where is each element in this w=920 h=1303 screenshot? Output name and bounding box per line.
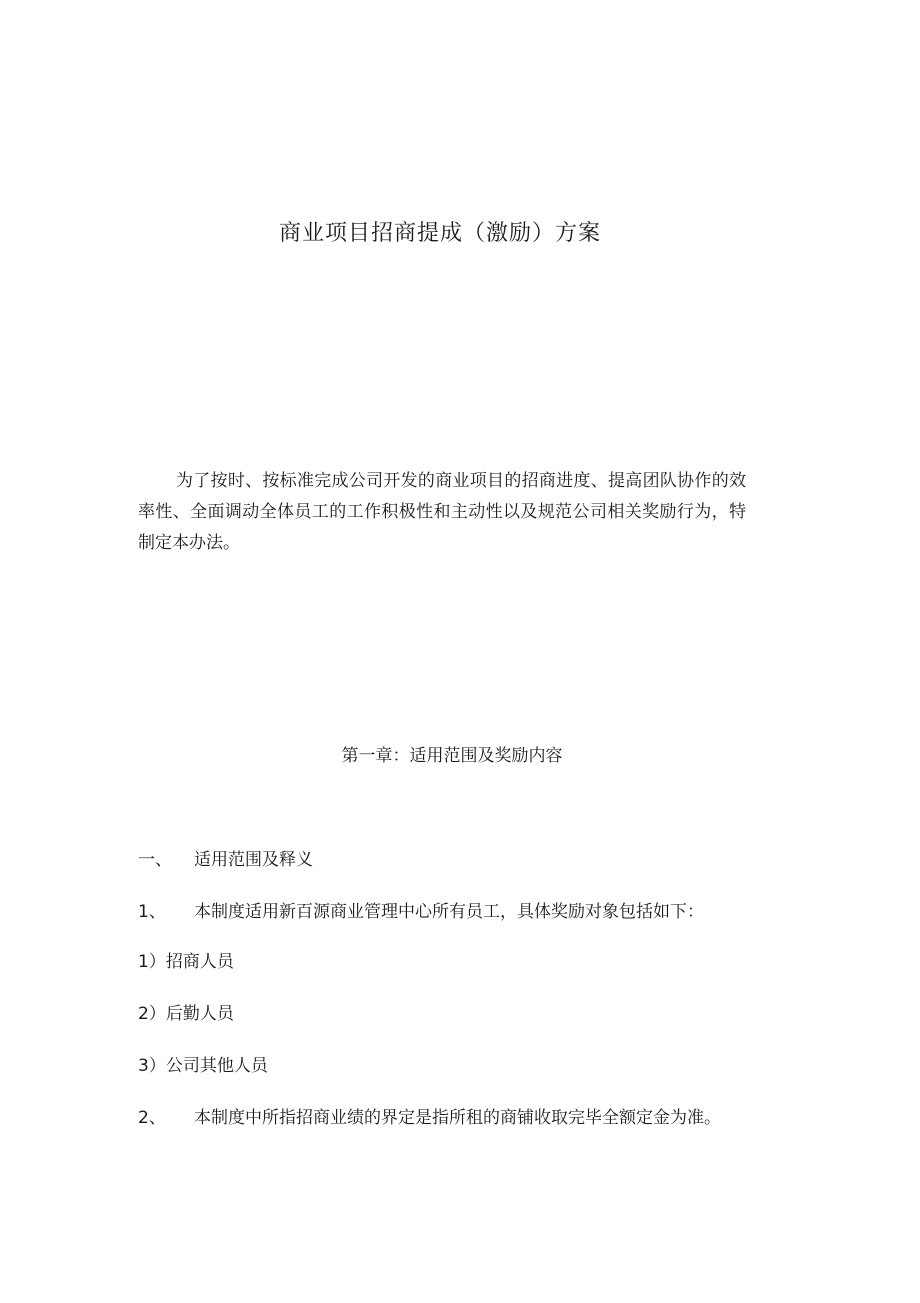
sub-list-item <box>138 947 234 972</box>
section-number: 一、 <box>138 850 172 870</box>
sub-item-number: 2） <box>138 1004 166 1024</box>
clause-text: 本制度适用新百源商业管理中心所有员工，具体奖励对象包括如下： <box>194 902 704 922</box>
document-title: 商业项目招商提成（激励）方案 <box>278 221 601 246</box>
clause-number: 1、 <box>138 902 166 922</box>
clause-text: 本制度中所指招商业绩的界定是指所租的商铺收取完毕全额定金为准。 <box>194 1108 721 1128</box>
clause-item <box>138 897 704 922</box>
sub-item-number: 3） <box>138 1056 166 1076</box>
sub-list-item <box>138 999 234 1024</box>
sub-list-item <box>138 1051 268 1076</box>
sub-item-number: 1） <box>138 952 166 972</box>
chapter-heading: 第一章：适用范围及奖励内容 <box>341 746 563 766</box>
sub-item-text: 招商人员 <box>165 952 234 972</box>
section-heading <box>138 845 313 870</box>
section-title: 适用范围及释义 <box>194 850 313 870</box>
sub-item-text: 公司其他人员 <box>165 1056 268 1076</box>
intro-paragraph: 为了按时、按标准完成公司开发的商业项目的招商进度、提高团队协作的效率性、全面调动全体员工的工作积极性和主动性以及规范公司相关奖励行为，特制定本办法。 <box>138 471 746 553</box>
clause-number: 2、 <box>138 1108 166 1128</box>
sub-item-text: 后勤人员 <box>165 1004 234 1024</box>
clause-item <box>138 1103 721 1128</box>
